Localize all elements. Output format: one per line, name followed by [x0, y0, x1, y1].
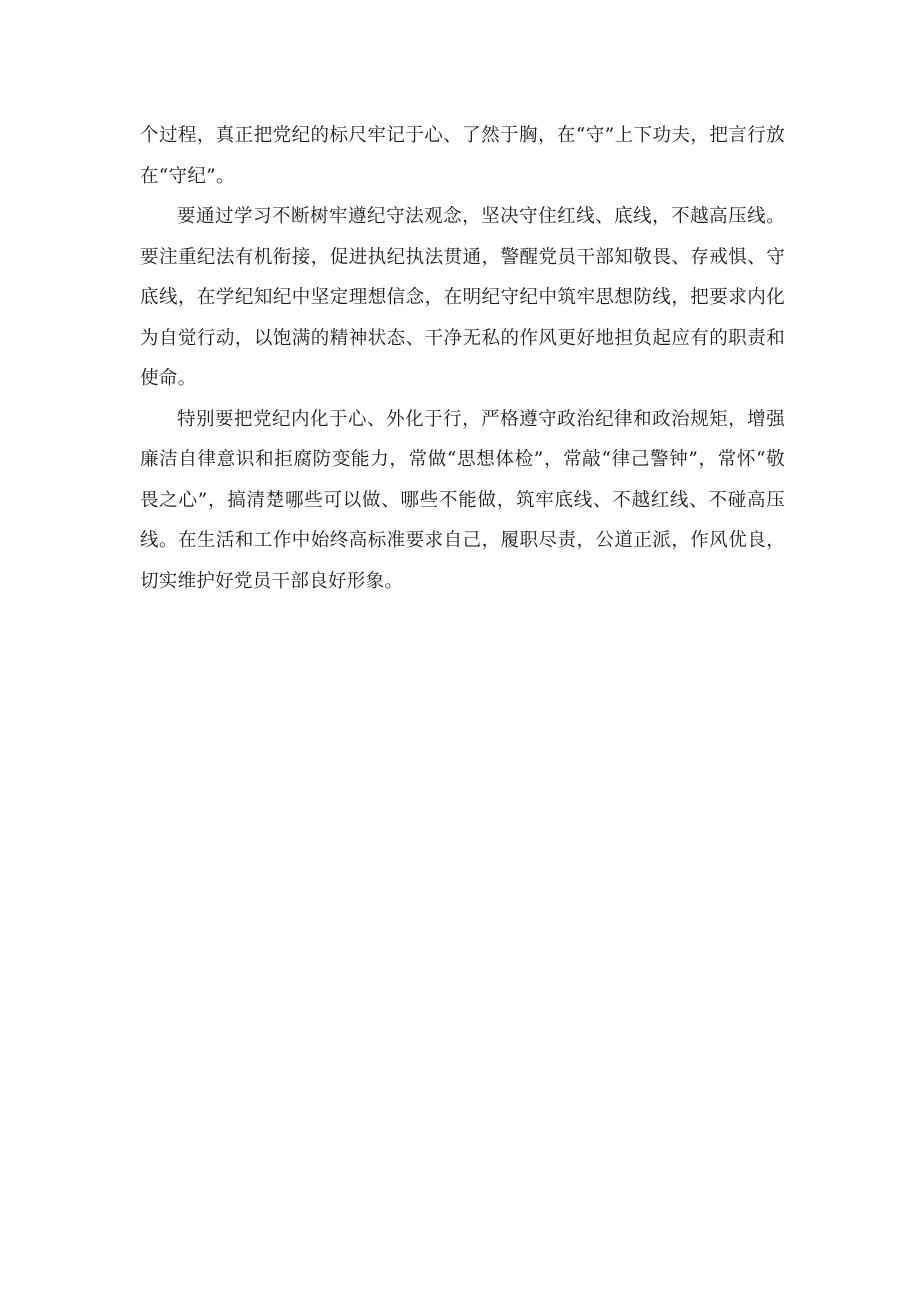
paragraph-continuation: 个过程，真正把党纪的标尺牢记于心、了然于胸，在“守”上下功夫，把言行放在“守纪”。: [140, 125, 785, 187]
document-body: [140, 116, 785, 602]
paragraph-study-discipline: 要通过学习不断树牢遵纪守法观念，坚决守住红线、底线，不越高压线。要注重纪法有机衔接，促进执纪执法贯通，警醒党员干部知敬畏、存戒惧、守底线，在学纪知纪中坚定理想信念，在明纪守纪中筑牢思想防线，把要求内化为自觉行动，以饱满的精神状态、干净无私的作风更好地担负起应有的职责和使命。: [140, 206, 785, 389]
paragraph-internalize-discipline: 特别要把党纪内化于心、外化于行，严格遵守政治纪律和政治规矩，增强廉洁自律意识和拒腐防变能力，常做“思想体检”，常敲“律己警钟”，常怀“敬畏之心”，搞清楚哪些可以做、哪些不能做，筑牢底线、不越红线、不碰高压线。在生活和工作中始终高标准要求自己，履职尽责，公道正派，作风优良，切实维护好党员干部良好形象。: [140, 408, 785, 592]
